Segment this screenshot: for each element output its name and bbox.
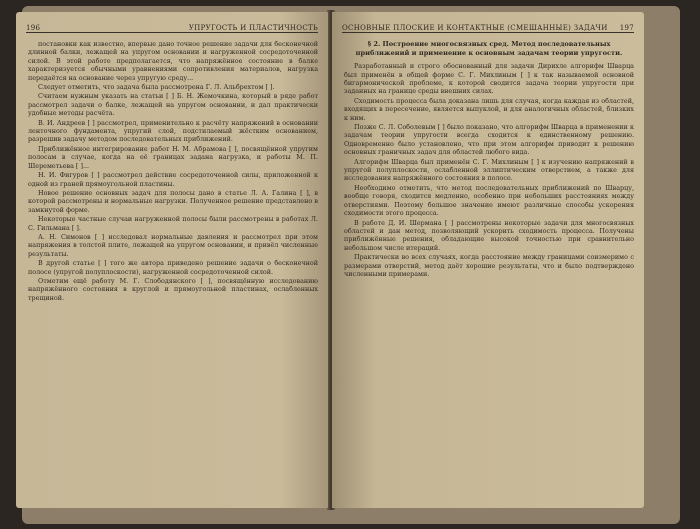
- left-page-header: [26, 20, 318, 33]
- paragraph: Необходимо отметить, что метод последовательных приближений по Шварцу, вообще говоря, сходится медленно, особенно при небольших расстояниях между отверстиями. Поэтому большое значение имеют различные способы ускорения сходимости этого процесса.: [344, 183, 634, 218]
- paragraph: Позже С. Л. Соболевым [ ] было показано, что алгорифм Шварца в применении к задачам теории упругости всегда сходится к единственному решению. Одновременно было установлено, что при этом алгорифм приводит к решению основных граничных задач для областей любого вида.: [344, 123, 634, 157]
- right-page-header: [342, 20, 634, 33]
- paragraph: Некоторые частные случаи нагруженной полосы были рассмотрены в работах Л. С. Гильмана [ ].: [28, 215, 318, 232]
- left-running-head: УПРУГОСТЬ И ПЛАСТИЧНОСТЬ: [188, 24, 318, 32]
- paragraph: Практически во всех случаях, когда расстояние между границами соизмеримо с размерами отверстий, метод даёт хорошие результаты, что и было подтверждено численными примерами.: [344, 253, 634, 278]
- paragraph: Отметим ещё работу М. Г. Слободянского [ ], посвящённую исследованию напряжённого состояния в круглой и прямоугольной пластинах, ослабленных трещиной.: [28, 276, 318, 302]
- paragraph: А. Н. Симонов [ ] исследовал нормальные давления и рассмотрел при этом напряжения в толстой плите, лежащей на упругом основании, и привёл численные результаты.: [28, 232, 318, 258]
- left-page: [16, 12, 328, 508]
- paragraph: Считаем нужным указать на статьи [ ] Б. Н. Жемочкина, который в ряде работ рассмотрел задачи о балке, лежащей на упругом основании, и дал практически удобные методы расчёта.: [28, 92, 318, 118]
- paragraph: Приближённое интегрирование работ Н. М. Абрамова [ ], посвящённой упругим полосам в случае, когда на её границах задана нагрузка, и работы М. П. Шереметьева [ ]...: [28, 144, 318, 170]
- right-running-head: ОСНОВНЫЕ ПЛОСКИЕ И КОНТАКТНЫЕ (СМЕШАННЫЕ) ЗАДАЧИ: [342, 24, 608, 32]
- paragraph: постановки как известно, впервые дано точное решение задачи для бесконечной длинной балки, лежащей на упругом основании и нагруженной сосредоточенной силой. В этой работе предполагается, что напряжённое состояние в балке характеризуется обычными уравнениями сопротивления материалов, нагрузка передаётся на основание через упругую среду...: [28, 40, 318, 82]
- paragraph: Сходимость процесса была доказана лишь для случая, когда каждая из областей, входящих в пересечение, является выпуклой, и для аналогичных областей, близких к ним.: [344, 96, 634, 122]
- paragraph: В. И. Андреев [ ] рассмотрел, применительно к расчёту напряжений в основании ленточного фундамента, упругий слой, подстилаемый жёстким основанием, разрешив задачу методом последовательных приближений.: [28, 118, 318, 144]
- left-page-body: [28, 40, 318, 500]
- paragraph: Н. И. Фигуров [ ] рассмотрел действие сосредоточенной силы, приложенной к одной из граней прямоугольной пластины.: [28, 171, 318, 188]
- paragraph: Разработанный и строго обоснованный для задачи Дирихле алгорифм Шварца был применён в общей форме С. Г. Михлиным [ ] к так называемой основной бигармонической проблеме, к которой сводится задача теории упругости при заданных на границе среды внешних силах.: [344, 62, 634, 96]
- paragraph: Следует отметить, что задача была рассмотрена Г. Л. Альбрехтом [ ].: [38, 83, 275, 92]
- paragraph: Алгорифм Шварца был применён С. Г. Михлиным [ ] к изучению напряжений в упругой полуплоскости, ослабленной эллиптическим отверстием, а также для исследования напряжённого состояния в полосе.: [344, 157, 634, 183]
- right-page-number: 197: [619, 24, 634, 32]
- paragraph: Новое решение основных задач для полосы дано в статье Л. А. Галина [ ], в которой рассмотрены и нормальные нагрузки. Полученное решение представлено в замкнутой форме.: [28, 188, 318, 214]
- section-title: § 2. Построение многосвязных сред. Метод последовательных приближений и применение к основным задачам теории упругости.: [355, 40, 623, 57]
- paragraph: В другой статье [ ] того же автора приведено решение задачи о бесконечной полосе (упругой полуплоскости), нагруженной сосредоточенной силой.: [28, 259, 318, 276]
- left-page-number: 196: [26, 24, 41, 32]
- right-page: [332, 12, 644, 508]
- right-page-body: [344, 40, 634, 500]
- paragraph: В работе Д. И. Шермана [ ] рассмотрены некоторые задачи для многосвязных областей и дан метод, позволяющий ускорить сходимость процесса. Получены приближённые решения, обладающие высокой точностью при сравнительно небольшом числе итераций.: [344, 218, 634, 252]
